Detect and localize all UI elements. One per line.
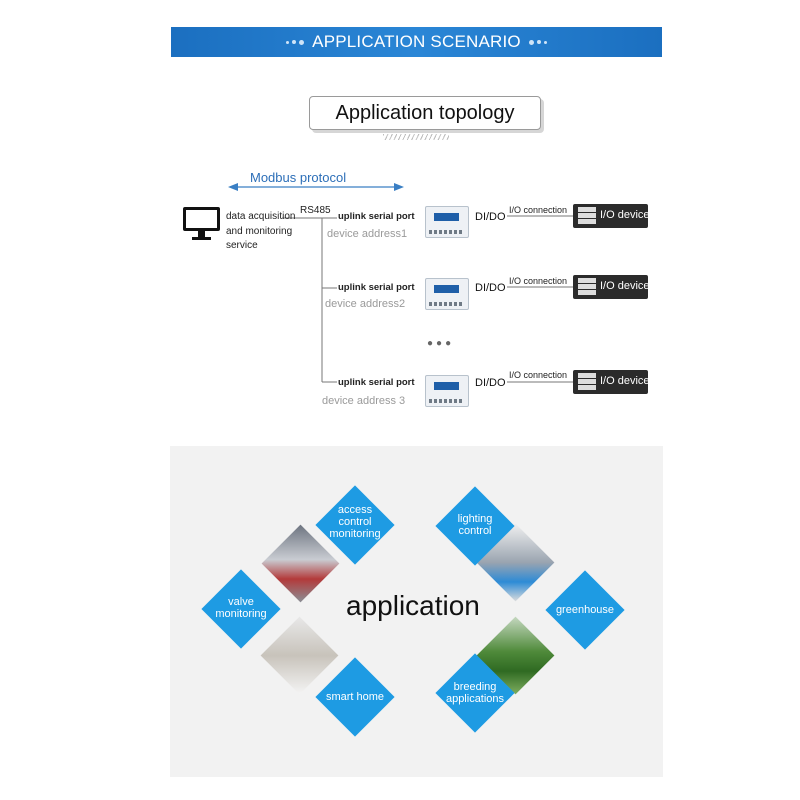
io-device-label: I/O device xyxy=(600,280,650,292)
access-control-label: access control monitoring xyxy=(329,504,381,540)
protocol-label: Modbus protocol xyxy=(250,170,347,185)
io-device-label: I/O device xyxy=(600,375,650,387)
server-stack-icon xyxy=(578,278,596,296)
host-label-line3: service xyxy=(226,240,258,251)
smart-home-label: smart home xyxy=(325,691,385,703)
host-label-line1: data acquisition xyxy=(226,211,296,222)
io-device-label: I/O device xyxy=(600,209,650,221)
topology-title: Application topology xyxy=(309,96,541,130)
monitor-icon xyxy=(182,206,222,242)
io-device xyxy=(573,370,648,394)
greenhouse-label: greenhouse xyxy=(555,604,615,616)
lighting-control-label: lighting control xyxy=(457,513,493,537)
io-module-device xyxy=(425,278,469,310)
didi-label: DI/DO xyxy=(475,211,506,223)
valve-monitoring-label: valve monitoring xyxy=(215,596,267,620)
io-connection-label: I/O connection xyxy=(509,276,568,286)
breeding-applications-label: breeding applications xyxy=(445,681,505,705)
banner-title: APPLICATION SCENARIO xyxy=(312,32,521,51)
host-label-line2: and monitoring xyxy=(226,226,293,237)
io-device xyxy=(573,275,648,299)
server-stack-icon xyxy=(578,207,596,225)
arrow-left-head xyxy=(228,183,238,191)
arrow-right-head xyxy=(394,183,404,191)
application-title: application xyxy=(346,590,480,621)
device-address-label: device address 3 xyxy=(322,395,406,407)
io-module-device xyxy=(425,375,469,407)
server-stack-icon xyxy=(578,373,596,391)
io-device xyxy=(573,204,648,228)
device-address-label: device address1 xyxy=(327,228,408,240)
bus-label: RS485 xyxy=(300,205,331,216)
io-connection-label: I/O connection xyxy=(509,205,568,215)
device-address-label: device address2 xyxy=(325,298,406,310)
didi-label: DI/DO xyxy=(475,377,506,389)
io-connection-label: I/O connection xyxy=(509,370,568,380)
uplink-port-label: uplink serial port xyxy=(338,377,415,388)
more-devices-ellipsis: ●●● xyxy=(427,338,455,349)
uplink-port-label: uplink serial port xyxy=(338,282,415,293)
io-module-device xyxy=(425,206,469,238)
uplink-port-label: uplink serial port xyxy=(338,211,415,222)
didi-label: DI/DO xyxy=(475,282,506,294)
